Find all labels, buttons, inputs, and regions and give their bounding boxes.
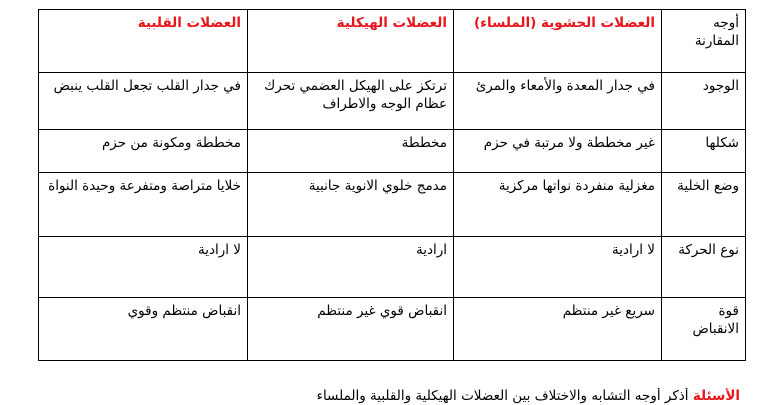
table-cell: مخططة ومكونة من حزم: [39, 130, 248, 173]
table-row: [39, 73, 746, 130]
comparison-table: [38, 9, 746, 361]
table-row: [39, 237, 746, 298]
table-row: [39, 298, 746, 361]
footnote-lead: الأسئلة: [692, 388, 740, 404]
row-label: الوجود: [662, 73, 746, 130]
table-cell: غير مخططة ولا مرتبة في حزم: [454, 130, 662, 173]
header-smooth-muscles: العضلات الحشوية (الملساء): [454, 10, 662, 73]
table-cell: في جدار المعدة والأمعاء والمرئ: [454, 73, 662, 130]
table-cell: ترتكز على الهيكل العضمي تحرك عظام الوجه والاطراف: [248, 73, 454, 130]
table-header-row: [39, 10, 746, 73]
table-cell: لا ارادية: [454, 237, 662, 298]
table-cell: لا ارادية: [39, 237, 248, 298]
table-cell: في جدار القلب تجعل القلب ينبض: [39, 73, 248, 130]
table-cell: خلايا متراصة ومتفرعة وحيدة النواة: [39, 173, 248, 237]
corner-label: أوجه المقارنة: [662, 10, 746, 73]
table-row: [39, 130, 746, 173]
row-label: نوع الحركة: [662, 237, 746, 298]
table-cell: ارادية: [248, 237, 454, 298]
table-cell: انقباض منتظم وقوي: [39, 298, 248, 361]
footnote-line: [0, 388, 740, 405]
table-cell: مدمج خلوي الانوية جانبية: [248, 173, 454, 237]
table-cell: سريع غير منتظم: [454, 298, 662, 361]
row-label: قوة الانقباض: [662, 298, 746, 361]
table-row: [39, 173, 746, 237]
table-cell: مغزلية منفردة نواتها مركزية: [454, 173, 662, 237]
header-skeletal-muscles: العضلات الهيكلية: [248, 10, 454, 73]
footnote-text: أذكر أوجه التشابه والاختلاف بين العضلات الهيكلية والقلبية والملساء: [316, 388, 693, 404]
row-label: وضع الخلية: [662, 173, 746, 237]
row-label: شكلها: [662, 130, 746, 173]
header-cardiac-muscles: العضلات القلبية: [39, 10, 248, 73]
table-cell: مخططة: [248, 130, 454, 173]
table-cell: انقباض قوي غير منتظم: [248, 298, 454, 361]
